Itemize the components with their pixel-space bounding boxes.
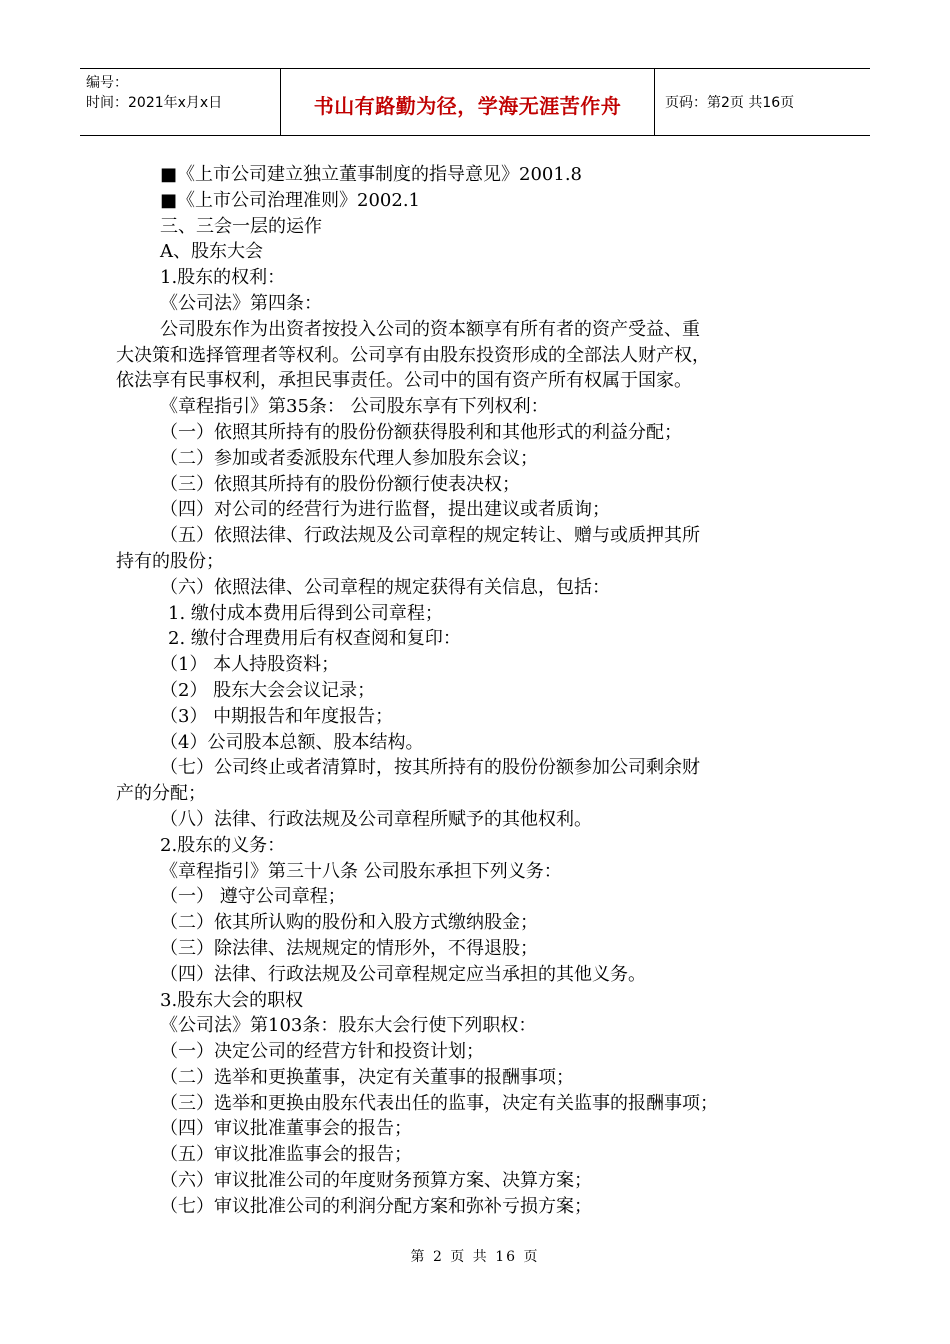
list-item: （二）参加或者委派股东代理人参加股东会议；	[160, 447, 538, 469]
list-item: （三）依照其所持有的股份份额行使表决权；	[160, 473, 520, 495]
list-item: （六）审议批准公司的年度财务预算方案、决算方案；	[160, 1170, 592, 1192]
reference-item: ■《上市公司治理准则》2002.1	[160, 189, 420, 211]
list-item: （八）法律、行政法规及公司章程所赋予的其他权利。	[160, 808, 592, 830]
page-header	[80, 68, 870, 136]
list-item: （三）选举和更换由股东代表出任的监事，决定有关监事的报酬事项；	[160, 1092, 718, 1114]
page-number-label: 页码：第2页 共16页	[665, 95, 795, 111]
header-meta-cell	[80, 69, 281, 135]
list-item-continuation: 持有的股份；	[116, 550, 224, 572]
list-item: （四）对公司的经营行为进行监督，提出建议或者质询；	[160, 499, 610, 521]
law-citation: 《章程指引》第三十八条 公司股东承担下列义务：	[160, 860, 562, 882]
header-page-cell	[655, 69, 870, 135]
list-item: （七）审议批准公司的利润分配方案和弥补亏损方案；	[160, 1195, 592, 1217]
list-item: （二）依其所认购的股份和入股方式缴纳股金；	[160, 912, 538, 934]
sub-list-item: （3） 中期报告和年度报告；	[160, 705, 394, 727]
document-body	[116, 162, 836, 1220]
list-item: （四）法律、行政法规及公司章程规定应当承担的其他义务。	[160, 963, 646, 985]
topic-heading: 2.股东的义务：	[160, 834, 286, 856]
reference-item: ■《上市公司建立独立董事制度的指导意见》2001.8	[160, 164, 582, 185]
sub-list-item: （1） 本人持股资料；	[160, 654, 340, 676]
list-item: （四）审议批准董事会的报告；	[160, 1118, 412, 1140]
list-item: （五）审议批准监事会的报告；	[160, 1144, 412, 1166]
sub-list-item: 2. 缴付合理费用后有权查阅和复印：	[168, 628, 461, 650]
paragraph-line: 公司股东作为出资者按投入公司的资本额享有所有者的资产受益、重	[160, 318, 700, 340]
list-item: （六）依照法律、公司章程的规定获得有关信息，包括：	[160, 576, 610, 598]
topic-heading: 1.股东的权利：	[160, 267, 286, 289]
topic-heading: 3.股东大会的职权	[160, 989, 304, 1011]
list-item: （一）依照其所持有的股份份额获得股利和其他形式的利益分配；	[160, 421, 682, 443]
list-item: （五）依照法律、行政法规及公司章程的规定转让、赠与或质押其所	[160, 525, 700, 547]
paragraph-line: 依法享有民事权利，承担民事责任。公司中的国有资产所有权属于国家。	[116, 370, 692, 392]
header-motto-cell	[281, 69, 655, 135]
subsection-heading: A、股东大会	[160, 241, 263, 263]
sub-list-item: （2） 股东大会会议记录；	[160, 679, 376, 701]
serial-number-label: 编号：	[86, 75, 128, 91]
law-citation: 《公司法》第四条：	[160, 292, 322, 314]
list-item: （一）决定公司的经营方针和投资计划；	[160, 1041, 484, 1063]
list-item-continuation: 产的分配；	[116, 783, 206, 805]
section-heading: 三、三会一层的运作	[160, 215, 322, 237]
list-item: （一） 遵守公司章程；	[160, 886, 346, 908]
list-item: （三）除法律、法规规定的情形外，不得退股；	[160, 937, 538, 959]
page-footer: 第 2 页 共 16 页	[410, 1249, 540, 1265]
list-item: （七）公司终止或者清算时，按其所持有的股份份额参加公司剩余财	[160, 757, 700, 779]
date-label: 时间：2021年x月x日	[86, 95, 223, 111]
motto-text: 书山有路勤为径，学海无涯苦作舟	[313, 93, 622, 118]
paragraph-line: 大决策和选择管理者等权利。公司享有由股东投资形成的全部法人财产权，	[116, 344, 710, 366]
list-item: （二）选举和更换董事，决定有关董事的报酬事项；	[160, 1066, 574, 1088]
sub-list-item: 1. 缴付成本费用后得到公司章程；	[168, 602, 443, 624]
sub-list-item: （4）公司股本总额、股本结构。	[160, 731, 424, 753]
law-citation: 《公司法》第103条：股东大会行使下列职权：	[160, 1015, 537, 1037]
law-citation: 《章程指引》第35条： 公司股东享有下列权利：	[160, 396, 549, 418]
